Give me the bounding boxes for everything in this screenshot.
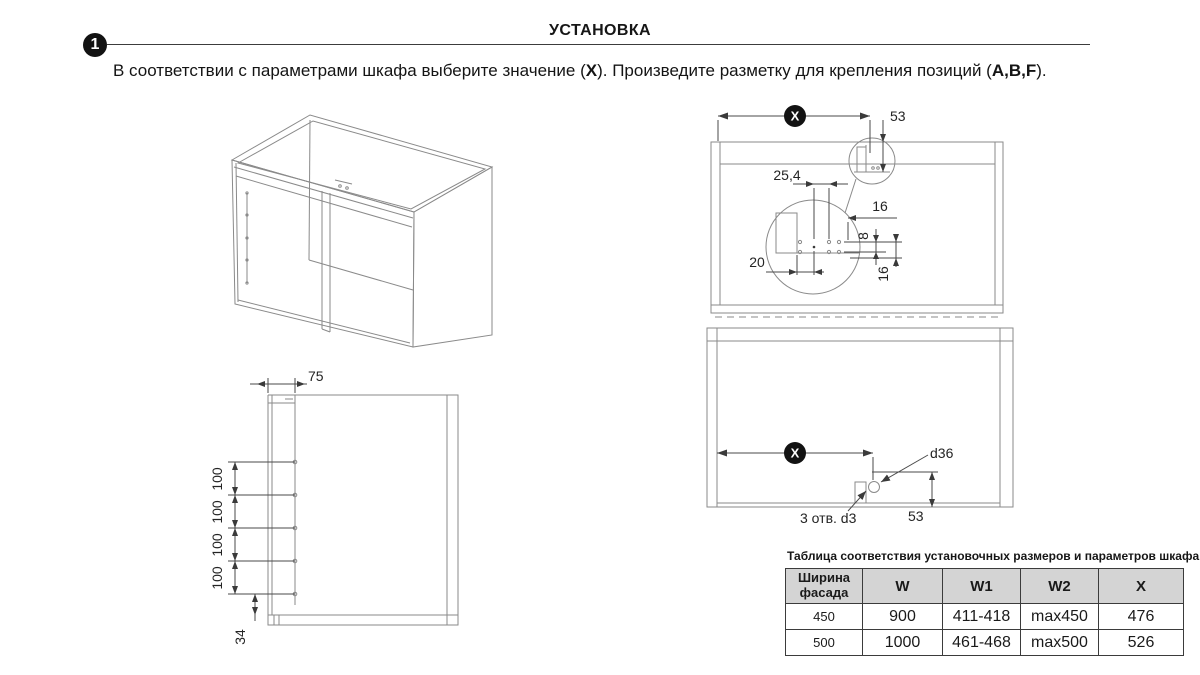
dim-34: 34 bbox=[232, 629, 248, 645]
page-title: УСТАНОВКА bbox=[549, 22, 651, 39]
front-view-drawing bbox=[690, 320, 1025, 550]
dim-d36: d36 bbox=[930, 445, 954, 461]
top-view-drawing bbox=[690, 95, 1020, 330]
title-divider bbox=[107, 44, 1090, 45]
col-header-w2: W2 bbox=[1021, 569, 1099, 604]
cell-facade-500: 500 bbox=[786, 630, 863, 656]
dim-16-horizontal: 16 bbox=[872, 198, 888, 214]
top-dimensions bbox=[718, 105, 906, 282]
table-row bbox=[786, 604, 1184, 630]
col-header-w: W bbox=[863, 569, 943, 604]
top-structure bbox=[711, 138, 1003, 317]
table-header-row bbox=[786, 569, 1184, 604]
dim-53: 53 bbox=[908, 508, 924, 524]
dim-53: 53 bbox=[890, 108, 906, 124]
dim-25-4: 25,4 bbox=[773, 167, 801, 183]
instruction-text: В соответствии с параметрами шкафа выберите значение (X). Произведите разметку для крепления позиций (A,B,F). bbox=[113, 61, 1047, 80]
dim-100: 100 bbox=[209, 500, 225, 524]
side-dimensions bbox=[209, 368, 324, 645]
cell-facade-450: 450 bbox=[786, 604, 863, 630]
front-structure bbox=[707, 328, 1013, 507]
x-badge-label: X bbox=[790, 445, 800, 461]
table-title: Таблица соответствия установочных размеров и параметров шкафа bbox=[787, 549, 1200, 563]
dim-16-vertical: 16 bbox=[875, 266, 891, 282]
cell-x-500: 526 bbox=[1099, 630, 1184, 656]
col-header-facade-width: Ширина фасада bbox=[786, 569, 863, 604]
dim-20: 20 bbox=[749, 254, 765, 270]
step-number: 1 bbox=[90, 36, 100, 53]
cell-w2-450: max450 bbox=[1021, 604, 1099, 630]
col-header-x: X bbox=[1099, 569, 1184, 604]
dim-100: 100 bbox=[209, 467, 225, 491]
front-dimensions bbox=[717, 442, 954, 526]
label-holes: 3 отв. d3 bbox=[800, 510, 857, 526]
table-row bbox=[786, 630, 1184, 656]
cell-w1-450: 411-418 bbox=[943, 604, 1021, 630]
cabinet-isometric-drawing bbox=[180, 100, 520, 365]
dim-8: 8 bbox=[855, 232, 871, 240]
side-section-svg bbox=[195, 365, 475, 665]
col-header-w1: W1 bbox=[943, 569, 1021, 604]
cell-x-450: 476 bbox=[1099, 604, 1184, 630]
parameters-table bbox=[785, 568, 1184, 656]
dim-100: 100 bbox=[209, 533, 225, 557]
dim-100: 100 bbox=[209, 566, 225, 590]
top-view-svg bbox=[690, 95, 1020, 325]
cabinet-isometric-svg bbox=[180, 100, 520, 360]
cell-w-450: 900 bbox=[863, 604, 943, 630]
parameters-table-block bbox=[785, 549, 1200, 656]
cell-w1-500: 461-468 bbox=[943, 630, 1021, 656]
dim-75: 75 bbox=[308, 368, 324, 384]
cabinet-outline bbox=[232, 115, 492, 347]
x-badge-label: X bbox=[790, 108, 800, 124]
side-structure bbox=[268, 395, 458, 625]
step-number-badge bbox=[83, 33, 107, 57]
cell-w-500: 1000 bbox=[863, 630, 943, 656]
side-section-drawing bbox=[195, 365, 475, 670]
cell-w2-500: max500 bbox=[1021, 630, 1099, 656]
front-view-svg bbox=[690, 320, 1025, 545]
